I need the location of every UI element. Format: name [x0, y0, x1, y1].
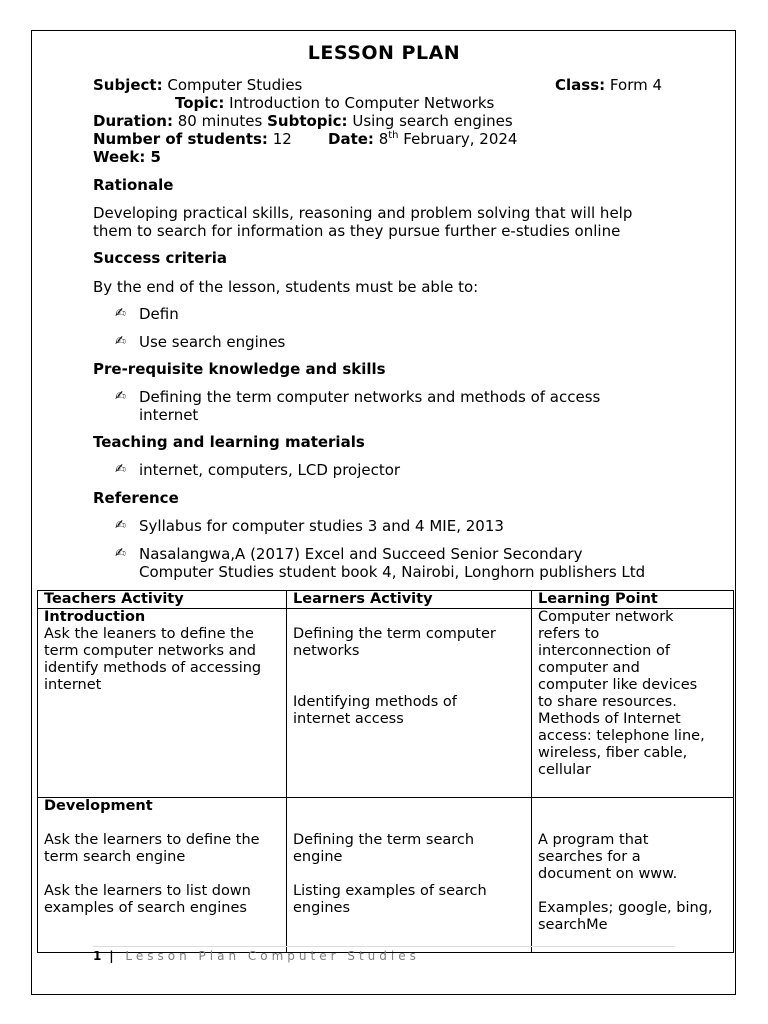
class-value: Form 4 — [609, 76, 663, 94]
cell-line: internet access — [293, 711, 404, 727]
success-item: Use search engines — [139, 333, 286, 351]
students-value: 12 — [272, 130, 292, 148]
prereq-item-line2: internet — [139, 406, 199, 424]
cell-line: term search engine — [44, 849, 186, 865]
cell-line: identify methods of accessing — [44, 660, 262, 676]
cell-line: engine — [293, 849, 343, 865]
success-heading: Success criteria — [93, 249, 227, 267]
rationale-heading: Rationale — [93, 176, 174, 194]
duration-value: 80 minutes — [177, 112, 263, 130]
list-item — [115, 388, 675, 424]
cell-line: Methods of Internet — [538, 711, 681, 727]
column-header: Learners Activity — [287, 591, 532, 609]
topic-label: Topic: — [175, 94, 225, 112]
table-row — [38, 609, 734, 798]
cell-line: networks — [293, 643, 360, 659]
students-line — [93, 130, 292, 148]
table-cell — [287, 798, 532, 953]
table-row — [38, 798, 734, 953]
prereq-item-line1: Defining the term computer networks and methods of access — [139, 388, 601, 406]
cell-line: computer and — [538, 660, 640, 676]
class-label: Class: — [555, 76, 606, 94]
rationale-text-line1: Developing practical skills, reasoning and problem solving that will help — [93, 204, 633, 222]
column-header: Teachers Activity — [38, 591, 287, 609]
cell-line: wireless, fiber cable, — [538, 745, 688, 761]
subject-label: Subject: — [93, 76, 163, 94]
cell-line: examples of search engines — [44, 900, 247, 916]
cell-line: interconnection of — [538, 643, 670, 659]
cell-line: engines — [293, 900, 351, 916]
table-header-row — [38, 591, 734, 609]
page-footer — [93, 949, 420, 963]
success-item: Defin — [139, 305, 179, 323]
list-item — [115, 461, 675, 479]
date-rest: February, 2024 — [403, 130, 518, 148]
cell-line: searches for a — [538, 849, 641, 865]
week-line: Week: 5 — [93, 148, 161, 166]
reference-item2-line2: Computer Studies student book 4, Nairobi, Longhorn publishers Ltd — [139, 563, 646, 581]
date-day: 8 — [378, 130, 389, 148]
list-item — [115, 545, 675, 581]
topic-value: Introduction to Computer Networks — [229, 94, 495, 112]
success-intro: By the end of the lesson, students must be able to: — [93, 278, 479, 296]
materials-heading: Teaching and learning materials — [93, 433, 365, 451]
section-heading: Introduction — [44, 609, 146, 625]
date-line — [328, 130, 517, 148]
table-cell — [38, 798, 287, 953]
table-cell — [532, 609, 734, 798]
section-heading: Development — [44, 798, 153, 814]
cell-line: term computer networks and — [44, 643, 256, 659]
cell-line: A program that — [538, 832, 649, 848]
materials-item: internet, computers, LCD projector — [139, 461, 401, 479]
footer-separator: | — [109, 949, 114, 963]
students-label: Number of students: — [93, 130, 268, 148]
cell-line: searchMe — [538, 917, 608, 933]
page-number: 1 — [93, 949, 102, 963]
reference-heading: Reference — [93, 489, 179, 507]
cell-line: refers to — [538, 626, 600, 642]
cell-line: Ask the learners to define the — [44, 832, 260, 848]
writing-hand-icon: ✍ — [115, 546, 126, 561]
topic-line — [175, 94, 494, 112]
cell-line: cellular — [538, 762, 592, 778]
cell-line: Defining the term search — [293, 832, 475, 848]
cell-line: Examples; google, bing, — [538, 900, 713, 916]
reference-item — [139, 545, 675, 581]
date-suffix: th — [388, 130, 399, 141]
column-header: Learning Point — [532, 591, 734, 609]
writing-hand-icon: ✍ — [115, 334, 126, 349]
duration-label: Duration: — [93, 112, 173, 130]
reference-item2-line1: Nasalangwa,A (2017) Excel and Succeed Senior Secondary — [139, 545, 583, 563]
list-item — [115, 517, 675, 535]
footer-divider — [93, 946, 675, 947]
subtopic-label: Subtopic: — [267, 112, 348, 130]
cell-line: to share resources. — [538, 694, 677, 710]
list-item — [115, 333, 675, 351]
reference-item: Syllabus for computer studies 3 and 4 MIE, 2013 — [139, 517, 504, 535]
writing-hand-icon: ✍ — [115, 306, 126, 321]
subject-line — [93, 76, 302, 94]
cell-line: access: telephone line, — [538, 728, 705, 744]
class-line — [555, 76, 662, 94]
writing-hand-icon: ✍ — [115, 389, 126, 404]
subject-value: Computer Studies — [167, 76, 303, 94]
prereq-item — [139, 388, 675, 424]
writing-hand-icon: ✍ — [115, 462, 126, 477]
cell-line: Ask the leaners to define the — [44, 626, 254, 642]
date-label: Date: — [328, 130, 374, 148]
subtopic-value: Using search engines — [352, 112, 513, 130]
cell-line: Defining the term computer — [293, 626, 496, 642]
cell-line: internet — [44, 677, 102, 693]
cell-line: Identifying methods of — [293, 694, 457, 710]
rationale-text-line2: them to search for information as they pursue further e-studies online — [93, 222, 621, 240]
cell-line: document on www. — [538, 866, 678, 882]
writing-hand-icon: ✍ — [115, 518, 126, 533]
cell-line: Ask the learners to list down — [44, 883, 251, 899]
duration-line — [93, 112, 513, 130]
prereq-heading: Pre-requisite knowledge and skills — [93, 360, 386, 378]
table-cell — [287, 609, 532, 798]
cell-line: Listing examples of search — [293, 883, 487, 899]
page-title: LESSON PLAN — [307, 42, 461, 64]
cell-line: computer like devices — [538, 677, 698, 693]
list-item — [115, 305, 675, 323]
activity-table — [37, 590, 734, 953]
cell-line: Computer network — [538, 609, 674, 625]
table-cell — [38, 609, 287, 798]
table-cell — [532, 798, 734, 953]
footer-text: Lesson Plan Computer Studies — [125, 949, 420, 963]
